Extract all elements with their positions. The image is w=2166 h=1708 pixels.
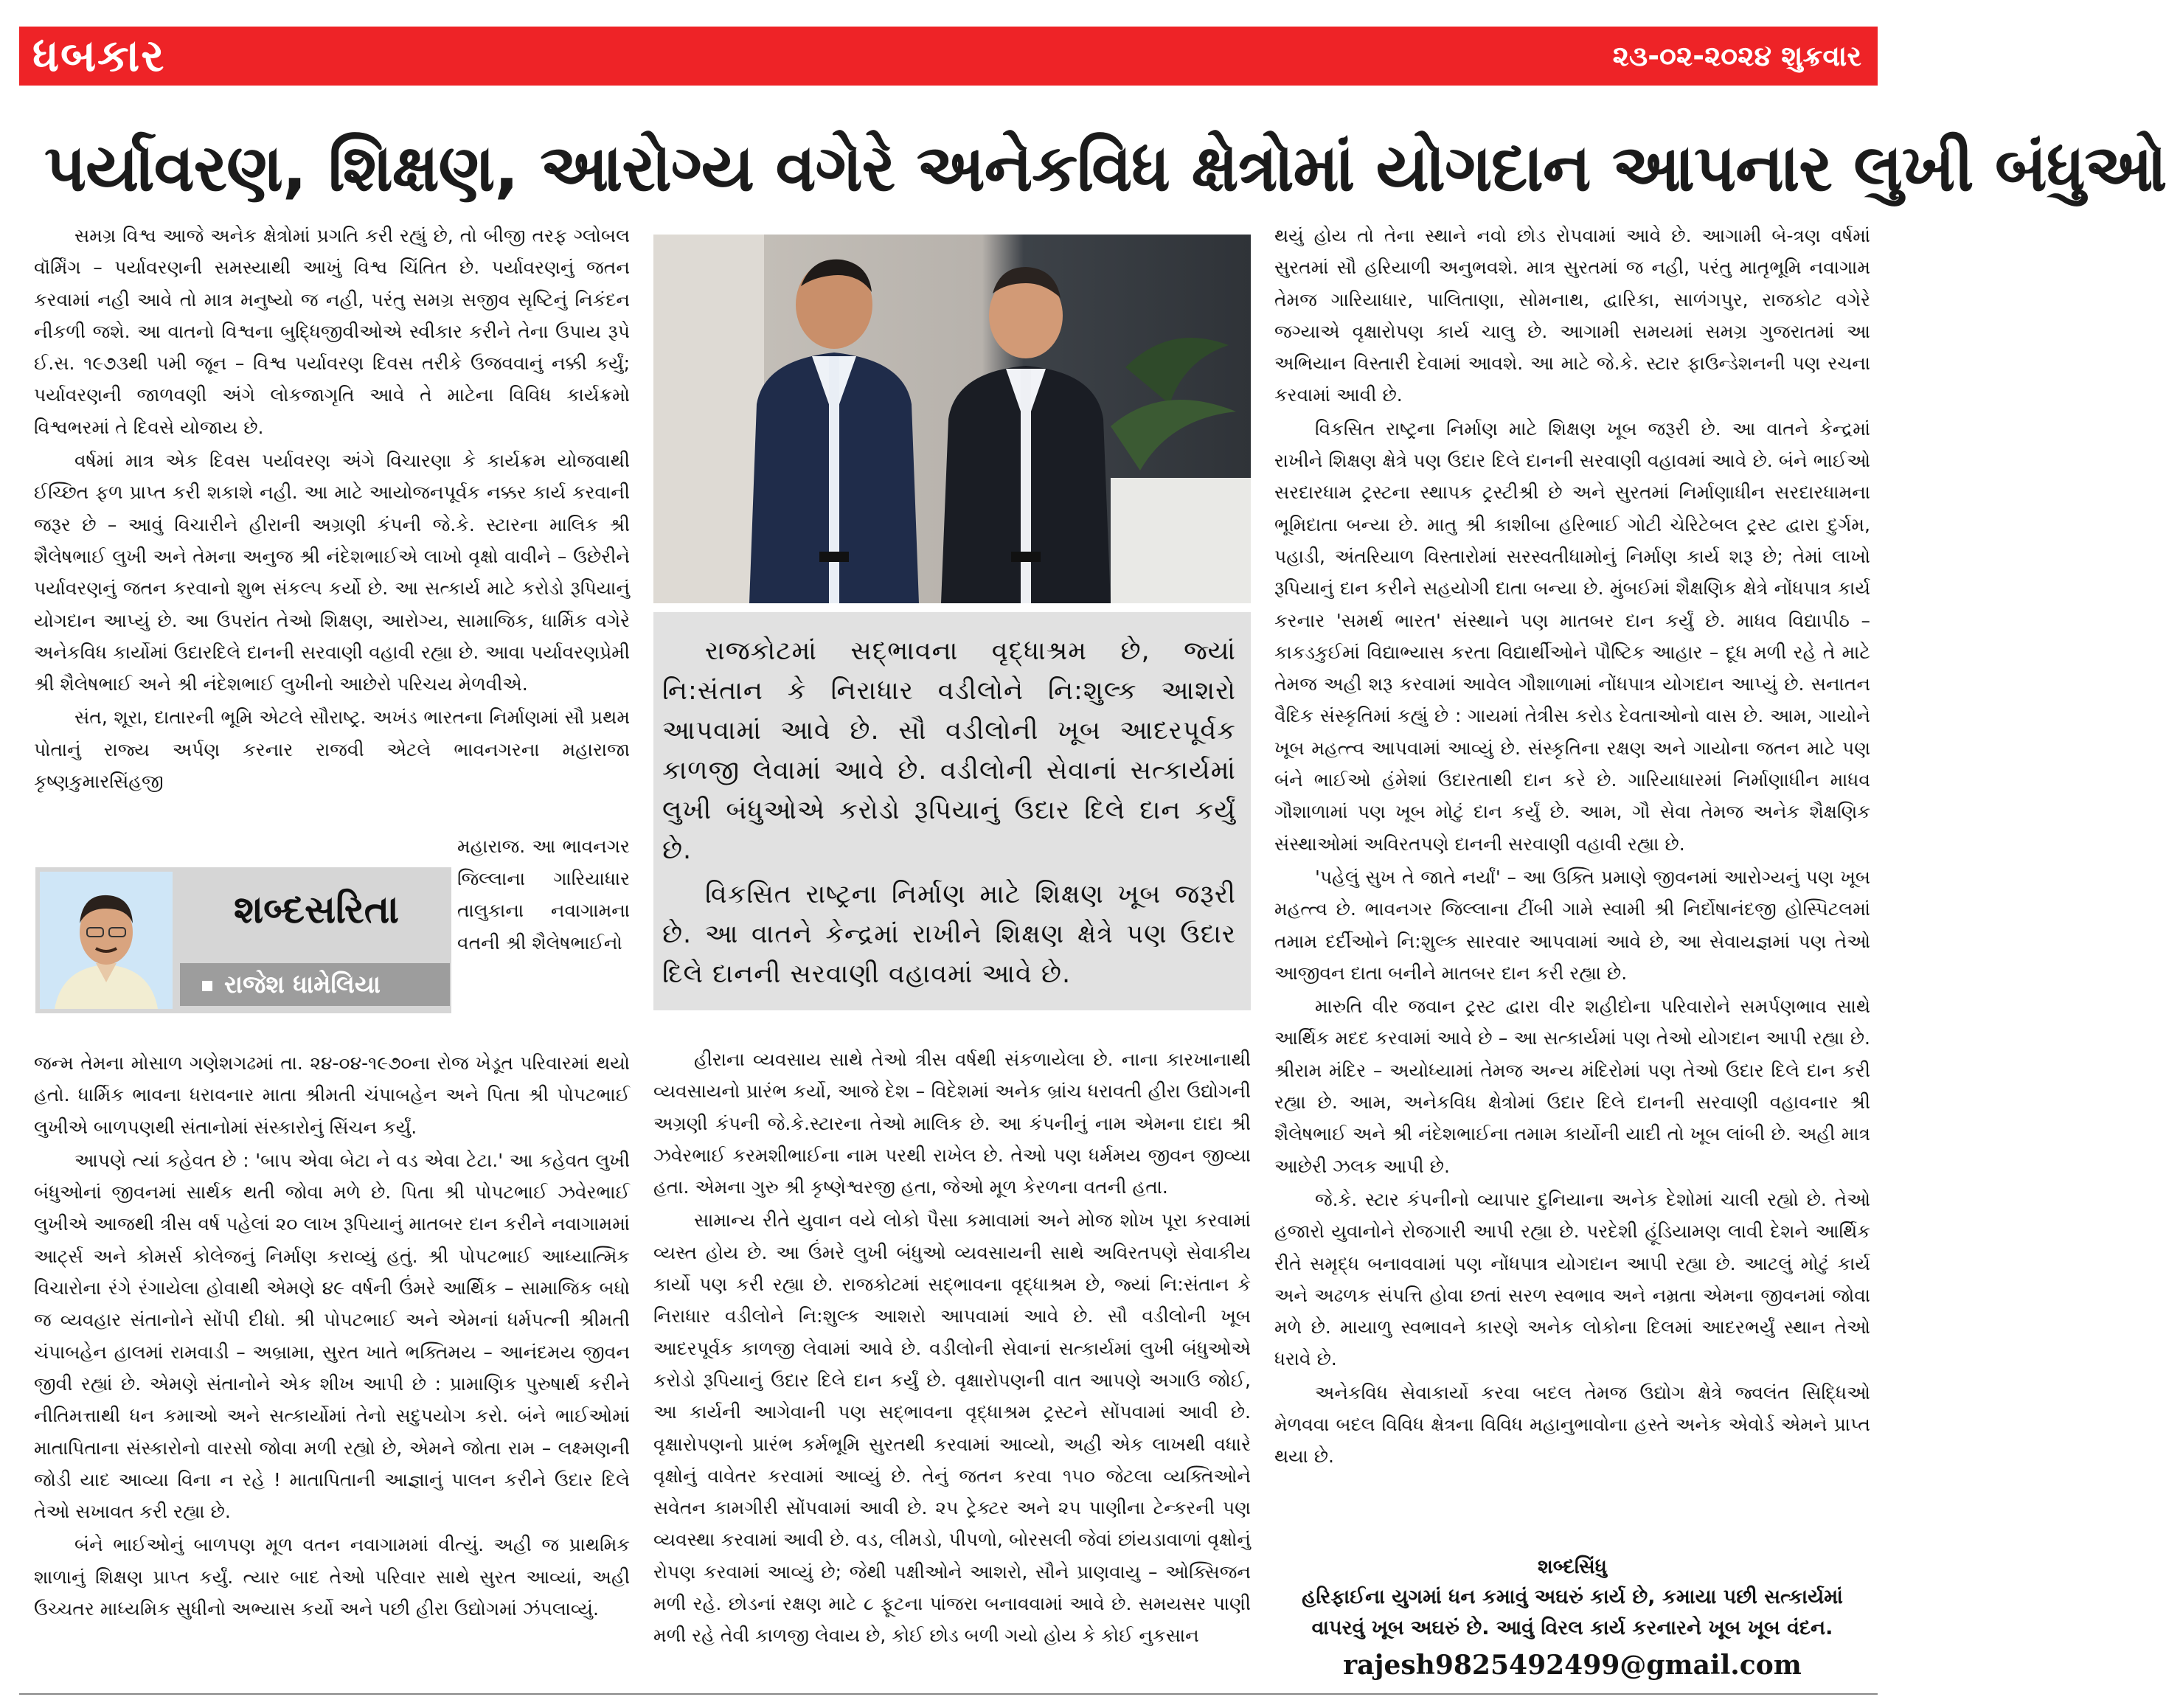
closing-line: હરિફાઈના યુગમાં ધન કમાવું અઘરું કાર્ય છે, કમાયા પછી સત્કાર્યમાં <box>1302 1586 1843 1608</box>
paragraph: મારુતિ વીર જવાન ટ્રસ્ટ દ્વારા વીર શહીદોના પરિવારોને સમર્પણભાવ સાથે આર્થિક મદદ કરવામાં આવે છે – આ સત્કાર્યમાં પણ તેઓ યોગદાન આપી રહ્યા છે. શ્રીરામ મંદિર – અયોધ્યામાં તેમજ અન્ય મંદિરોમાં પણ તેઓ ઉદાર દિલે દાન કરી રહ્યા છે. આમ, અનેકવિધ ક્ષેત્રોમાં ઉદાર દિલે દાનની સરવાણી વહાવનાર શ્રી શૈલેષભાઈ અને શ્રી નંદેશભાઈના તમામ કાર્યોની યાદી તો ખૂબ લાંબી છે. અહી માત્ર આછેરી ઝલક આપી છે. <box>1274 996 1870 1177</box>
paragraph: સમગ્ર વિશ્વ આજે અનેક ક્ષેત્રોમાં પ્રગતિ કરી રહ્યું છે, તો બીજી તરફ ગ્લોબલ વૉર્મિંગ – પર્યાવરણની સમસ્યાથી આખું વિશ્વ ચિંતિત છે. પર્યાવરણનું જતન કરવામાં નહી આવે તો માત્ર મનુષ્યો જ નહી, પરંતુ સમગ્ર સજીવ સૃષ્ટિનું નિકંદન નીકળી જશે. આ વાતનો વિશ્વના બુદ્ધિજીવીઓએ સ્વીકાર કરીને તેના ઉપાય રૂપે ઈ.સ. ૧૯૭૩થી ૫મી જૂન – વિશ્વ પર્યાવરણ દિવસ તરીકે ઉજવવાનું નક્કી કર્યું; પર્યાવરણની જાળવણી અંગે લોકજાગૃતિ આવે તે માટેના વિવિધ કાર્યક્રમો વિશ્વભરમાં તે દિવસે યોજાય છે. <box>34 225 630 438</box>
square-bullet-icon <box>202 981 212 991</box>
author-photo <box>40 872 173 1009</box>
paragraph: હીરાના વ્યવસાય સાથે તેઓ ત્રીસ વર્ષથી સંકળાયેલા છે. નાના કારખાનાથી વ્યવસાયનો પ્રારંભ કર્યો, આજે દેશ – વિદેશમાં અનેક બ્રાંચ ધરાવતી હીરા ઉદ્યોગની અગ્રણી કંપની જે.કે.સ્ટારના તેઓ માલિક છે. આ કંપનીનું નામ એમના દાદા શ્રી ઝવેરભાઈ કરમશીભાઈના નામ પરથી રાખેલ છે. તેઓ પણ ધર્મમય જીવન જીવ્યા હતા. એમના ગુરુ શ્રી કૃષ્ણેશ્વરજી હતા, જેઓ મૂળ કેરળના વતની હતા. <box>653 1049 1251 1198</box>
closing-heading: શબ્દસિંધુ <box>1537 1555 1607 1578</box>
closing-line: વાપરવું ખૂબ અઘરું છે. આવું વિરલ કાર્ય કરનારને ખૂબ ખૂબ વંદન. <box>1311 1617 1833 1639</box>
brothers-photo-icon <box>653 235 1251 603</box>
article-headline: પર્યાવરણ, શિક્ષણ, આરોગ્ય વગેરે અનેકવિધ ક્ષેત્રોમાં યોગદાન આપનાર લુખી બંધુઓ <box>44 130 2166 206</box>
paragraph: વર્ષમાં માત્ર એક દિવસ પર્યાવરણ અંગે વિચારણા કે કાર્યક્રમ યોજવાથી ઈચ્છિત ફળ પ્રાપ્ત કરી શકાશે નહી. આ માટે આયોજનપૂર્વક નક્કર કાર્ય કરવાની જરૂર છે – આવું વિચારીને હીરાની અગ્રણી કંપની જે.કે. સ્ટારના માલિક શ્રી શૈલેષભાઈ લુખી અને તેમના અનુજ શ્રી નંદેશભાઈએ લાખો વૃક્ષો વાવીને – ઉછેરીને પર્યાવરણનું જતન કરવાનો શુભ સંકલ્પ કર્યો છે. આ સત્કાર્ય માટે કરોડો રૂપિયાનું યોગદાન આપ્યું છે. આ ઉપરાંત તેઓ શિક્ષણ, આરોગ્ય, સામાજિક, ધાર્મિક વગેરે અનેકવિધ કાર્યોમાં ઉદારદિલે દાનની સરવાણી વહાવી રહ્યા છે. આવા પર્યાવરણપ્રેમી શ્રી શૈલેષભાઈ અને શ્રી નંદેશભાઈ લુખીનો આછેરો પરિચય મેળવીએ. <box>34 450 630 695</box>
paragraph: સામાન્ય રીતે યુવાન વયે લોકો પૈસા કમાવામાં અને મોજ શોખ પૂરા કરવામાં વ્યસ્ત હોય છે. આ ઉંમરે લુખી બંધુઓ વ્યવસાયની સાથે અવિરતપણે સેવાકીય કાર્યો પણ કરી રહ્યા છે. રાજકોટમાં સદ્ભાવના વૃદ્ધાશ્રમ છે, જ્યાં નિ:સંતાન કે નિરાધાર વડીલોને નિ:શુલ્ક આશરો આપવામાં આવે છે. સૌ વડીલોની ખૂબ આદરપૂર્વક કાળજી લેવામાં આવે છે. વડીલોની સેવાનાં સત્કાર્યમાં લુખી બંધુઓએ કરોડો રૂપિયાનું ઉદાર દિલે દાન કર્યું છે. વૃક્ષારોપણની વાત આપણે અગાઉ જોઈ, આ કાર્યની આગેવાની પણ સદ્ભાવના વૃદ્ધાશ્રમ ટ્રસ્ટને સોંપવામાં આવી છે. વૃક્ષારોપણનો પ્રારંભ કર્મભૂમિ સુરતથી કરવામાં આવ્યો, અહી એક લાખથી વધારે વૃક્ષોનું વાવેતર કરવામાં આવ્યું છે. તેનું જતન કરવા ૧૫૦ જેટલા વ્યક્તિઓને સવેતન કામગીરી સોંપવામાં આવી છે. ૨૫ ટ્રેક્ટર અને ૨૫ પાણીના ટેન્કરની પણ વ્યવસ્થા કરવામાં આવી છે. વડ, લીમડો, પીપળો, બોરસલી જેવાં છાંયડાવાળાં વૃક્ષોનું રોપણ કરવામાં આવ્યું છે; જેથી પક્ષીઓને આશરો, સૌને પ્રાણવાયુ – ઓક્સિજન મળી રહે. છોડનાં રક્ષણ માટે ૮ ફૂટના પાંજરા બનાવવામાં આવે છે. સમયસર પાણી મળી રહે તેવી કાળજી લેવાય છે, કોઈ છોડ બળી ગયો હોય કે કોઈ નુકસાન <box>653 1209 1251 1647</box>
article-column-1-bottom <box>34 1047 630 1626</box>
author-portrait-icon <box>40 872 173 1009</box>
paragraph: આપણે ત્યાં કહેવત છે : 'બાપ એવા બેટા ને વડ એવા ટેટા.' આ કહેવત લુખી બંધુઓનાં જીવનમાં સાર્થક થતી જોવા મળે છે. પિતા શ્રી પોપટભાઈ ઝવેરભાઈ લુખીએ આજથી ત્રીસ વર્ષ પહેલાં ૨૦ લાખ રૂપિયાનું માતબર દાન કરીને નવાગામમાં આર્ટ્સ અને કોમર્સ કોલેજનું નિર્માણ કરાવ્યું હતું. શ્રી પોપટભાઈ આધ્યાત્મિક વિચારોના રંગે રંગાયેલા હોવાથી એમણે ૪૯ વર્ષની ઉંમરે આર્થિક – સામાજિક બધો જ વ્યવહાર સંતાનોને સોંપી દીધો. શ્રી પોપટભાઈ અને એમનાં ધર્મપત્ની શ્રીમતી ચંપાબહેન હાલમાં રામવાડી – અબ્રામા, સુરત ખાતે ભક્તિમય – આનંદમય જીવન જીવી રહ્યાં છે. એમણે સંતાનોને એક શીખ આપી છે : પ્રામાણિક પુરુષાર્થ કરીને નીતિમત્તાથી ધન કમાઓ અને સત્કાર્યોમાં તેનો સદુપયોગ કરો. બંને ભાઈઓમાં માતાપિતાના સંસ્કારોનો વારસો જોવા મળી રહ્યો છે, એમને જોતા રામ – લક્ષ્મણની જોડી યાદ આવ્યા વિના ન રહે ! માતાપિતાની આજ્ઞાનું પાલન કરીને ઉદાર દિલે તેઓ સખાવત કરી રહ્યા છે. <box>34 1149 630 1523</box>
author-email: rajesh9825492499@gmail.com <box>1343 1650 1802 1681</box>
paragraph: જન્મ તેમના મોસાળ ગણેશગઢમાં તા. ૨૪-૦૪-૧૯૭૦ના રોજ ખેડૂત પરિવારમાં થયો હતો. ધાર્મિક ભાવના ધરાવનાર માતા શ્રીમતી ચંપાબહેન અને પિતા શ્રી પોપટભાઈ લુખીએ બાળપણથી સંતાનોમાં સંસ્કારોનું સિંચન કર્યું. <box>34 1052 630 1138</box>
column-brand: ધબકાર <box>32 30 166 82</box>
article-column-1 <box>34 220 630 799</box>
column-author <box>180 963 450 1006</box>
header-banner <box>19 27 1878 86</box>
pull-quote-paragraph: વિકસિત રાષ્ટ્રના નિર્માણ માટે શિક્ષણ ખૂબ જરૂરી છે. આ વાતને કેન્દ્રમાં રાખીને શિક્ષણ ક્ષેત્રે પણ ઉદાર દિલે દાનની સરવાણી વહાવમાં આવે છે. <box>662 880 1236 989</box>
paragraph: મહારાજ. આ ભાવનગર જિલ્લાના ગારિયાધાર તાલુકાના નવાગામના વતની શ્રી શૈલેષભાઈનો <box>457 836 630 954</box>
paragraph: વિકસિત રાષ્ટ્રના નિર્માણ માટે શિક્ષણ ખૂબ જરૂરી છે. આ વાતને કેન્દ્રમાં રાખીને શિક્ષણ ક્ષેત્રે પણ ઉદાર દિલે દાનની સરવાણી વહાવમાં આવે છે. બંને ભાઈઓ સરદારધામ ટ્રસ્ટના સ્થાપક ટ્રસ્ટીશ્રી છે અને સુરતમાં નિર્માણાધીન સરદારધામના ભૂમિદાતા બન્યા છે. માતુ શ્રી કાશીબા હરિભાઈ ગોટી ચેરિટેબલ ટ્રસ્ટ દ્વારા દુર્ગમ, પહાડી, અંતરિયાળ વિસ્તારોમાં સરસ્વતીધામોનું નિર્માણ કાર્ય શરૂ છે; તેમાં લાખો રૂપિયાનું દાન કરીને સહયોગી દાતા બન્યા છે. મુંબઈમાં શૈક્ષણિક ક્ષેત્રે નોંધપાત્ર કાર્ય કરનાર 'સમર્થ ભારત' સંસ્થાને પણ માતબર દાન કર્યું છે. માધવ વિદ્યાપીઠ – કાકડકુઈમાં વિદ્યાભ્યાસ કરતા વિદ્યાર્થીઓને પૌષ્ટિક આહાર – દૂધ મળી રહે તે માટે તેમજ અહી શરૂ કરવામાં આવેલ ગૌશાળામાં નોંધપાત્ર યોગદાન આપ્યું છે. સનાતન વૈદિક સંસ્કૃતિમાં કહ્યું છે : ગાયમાં તેત્રીસ કરોડ દેવતાઓનો વાસ છે. આમ, ગાયોને ખૂબ મહત્ત્વ આપવામાં આવ્યું છે. સંસ્કૃતિના રક્ષણ અને ગાયોના જતન માટે પણ બંને ભાઈઓ હંમેશાં ઉદારતાથી દાન કરે છે. ગારિયાધારમાં નિર્માણાધીન માધવ ગૌશાળામાં પણ ખૂબ મોટું દાન કર્યું છે. આમ, ગૌ સેવા તેમજ અનેક શૈક્ષણિક સંસ્થાઓમાં અવિરતપણે દાનની સરવાણી વહાવી રહ્યા છે. <box>1274 417 1870 855</box>
article-column-2 <box>653 1044 1251 1653</box>
paragraph: અનેકવિધ સેવાકાર્યો કરવા બદલ તેમજ ઉદ્યોગ ક્ષેત્રે જ્વલંત સિદ્ધિઓ મેળવવા બદલ વિવિધ ક્ષેત્રના વિવિધ મહાનુભાવોના હસ્તે અનેક એવોર્ડ એમને પ્રાપ્ત થયા છે. <box>1274 1381 1870 1468</box>
article-photo <box>653 235 1251 603</box>
issue-date: ૨૩-૦૨-૨૦૨૪ શુક્રવાર <box>1612 40 1861 72</box>
paragraph: જે.કે. સ્ટાર કંપનીનો વ્યાપાર દુનિયાના અનેક દેશોમાં ચાલી રહ્યો છે. તેઓ હજારો યુવાનોને રોજગારી આપી રહ્યા છે. પરદેશી હૂંડિયામણ લાવી દેશને આર્થિક રીતે સમૃદ્ધ બનાવવામાં પણ નોંધપાત્ર યોગદાન આપી રહ્યા છે. આટલું મોટું કાર્ય અને અઢળક સંપત્તિ હોવા છતાં સરળ સ્વભાવ અને નમ્રતા એમના જીવનમાં જોવા મળે છે. માયાળુ સ્વભાવને કારણે અનેક લોકોના દિલમાં આદરભર્યું સ્થાન તેઓ ધરાવે છે. <box>1274 1188 1870 1370</box>
page-divider <box>19 1693 1878 1695</box>
article-column-1-narrow <box>457 830 630 959</box>
paragraph: થયું હોય તો તેના સ્થાને નવો છોડ રોપવામાં આવે છે. આગામી બે-ત્રણ વર્ષમાં સુરતમાં સૌ હરિયાળી અનુભવશે. માત્ર સુરતમાં જ નહી, પરંતુ માતૃભૂમિ નવાગામ તેમજ ગારિયાધાર, પાલિતાણા, સોમનાથ, દ્વારિકા, સાળંગપુર, રાજકોટ વગેરે જગ્યાએ વૃક્ષારોપણ કાર્ય ચાલુ છે. આગામી સમયમાં સમગ્ર ગુજરાતમાં આ અભિયાન વિસ્તારી દેવામાં આવશે. આ માટે જે.કે. સ્ટાર ફાઉન્ડેશનની પણ રચના કરવામાં આવી છે. <box>1274 225 1870 406</box>
author-name: રાજેશ ધામેલિયા <box>224 970 381 999</box>
paragraph: સંત, શૂરા, દાતારની ભૂમિ એટલે સૌરાષ્ટ્ર. અખંડ ભારતના નિર્માણમાં સૌ પ્રથમ પોતાનું રાજ્ય અર્પણ કરનાર રાજવી એટલે ભાવનગરના મહારાજા કૃષ્ણકુમારસિંહજી <box>34 707 630 793</box>
pull-quote <box>653 612 1251 1010</box>
column-title: શબ્દસરિતા <box>234 888 399 932</box>
paragraph: 'પહેલું સુખ તે જાતે નર્યાં' – આ ઉક્તિ પ્રમાણે જીવનમાં આરોગ્યનું પણ ખૂબ મહત્ત્વ છે. ભાવનગર જિલ્લાના ટીંબી ગામે સ્વામી શ્રી નિર્દોષાનંદજી હોસ્પિટલમાં તમામ દર્દીઓને નિ:શુલ્ક સારવાર આપવામાં આવે છે, આ સેવાયજ્ઞમાં પણ તેઓ આજીવન દાતા બનીને માતબર દાન કરી રહ્યા છે. <box>1274 866 1870 984</box>
closing-thought <box>1274 1552 1870 1684</box>
paragraph: બંને ભાઈઓનું બાળપણ મૂળ વતન નવાગામમાં વીત્યું. અહી જ પ્રાથમિક શાળાનું શિક્ષણ પ્રાપ્ત કર્યું. ત્યાર બાદ તેઓ પરિવાર સાથે સુરત આવ્યાં, અહી ઉચ્ચતર માધ્યમિક સુધીનો અભ્યાસ કર્યો અને પછી હીરા ઉદ્યોગમાં ઝંપલાવ્યું. <box>34 1534 630 1620</box>
pull-quote-paragraph: રાજકોટમાં સદ્ભાવના વૃદ્ધાશ્રમ છે, જ્યાં નિ:સંતાન કે નિરાધાર વડીલોને નિ:શુલ્ક આશરો આપવામાં આવે છે. સૌ વડીલોની ખૂબ આદરપૂર્વક કાળજી લેવામાં આવે છે. વડીલોની સેવાનાં સત્કાર્યમાં લુખી બંધુઓએ કરોડો રૂપિયાનું ઉદાર દિલે દાન કર્યું છે. <box>662 636 1236 865</box>
column-byline-box <box>35 867 451 1013</box>
article-column-3 <box>1274 220 1870 1474</box>
